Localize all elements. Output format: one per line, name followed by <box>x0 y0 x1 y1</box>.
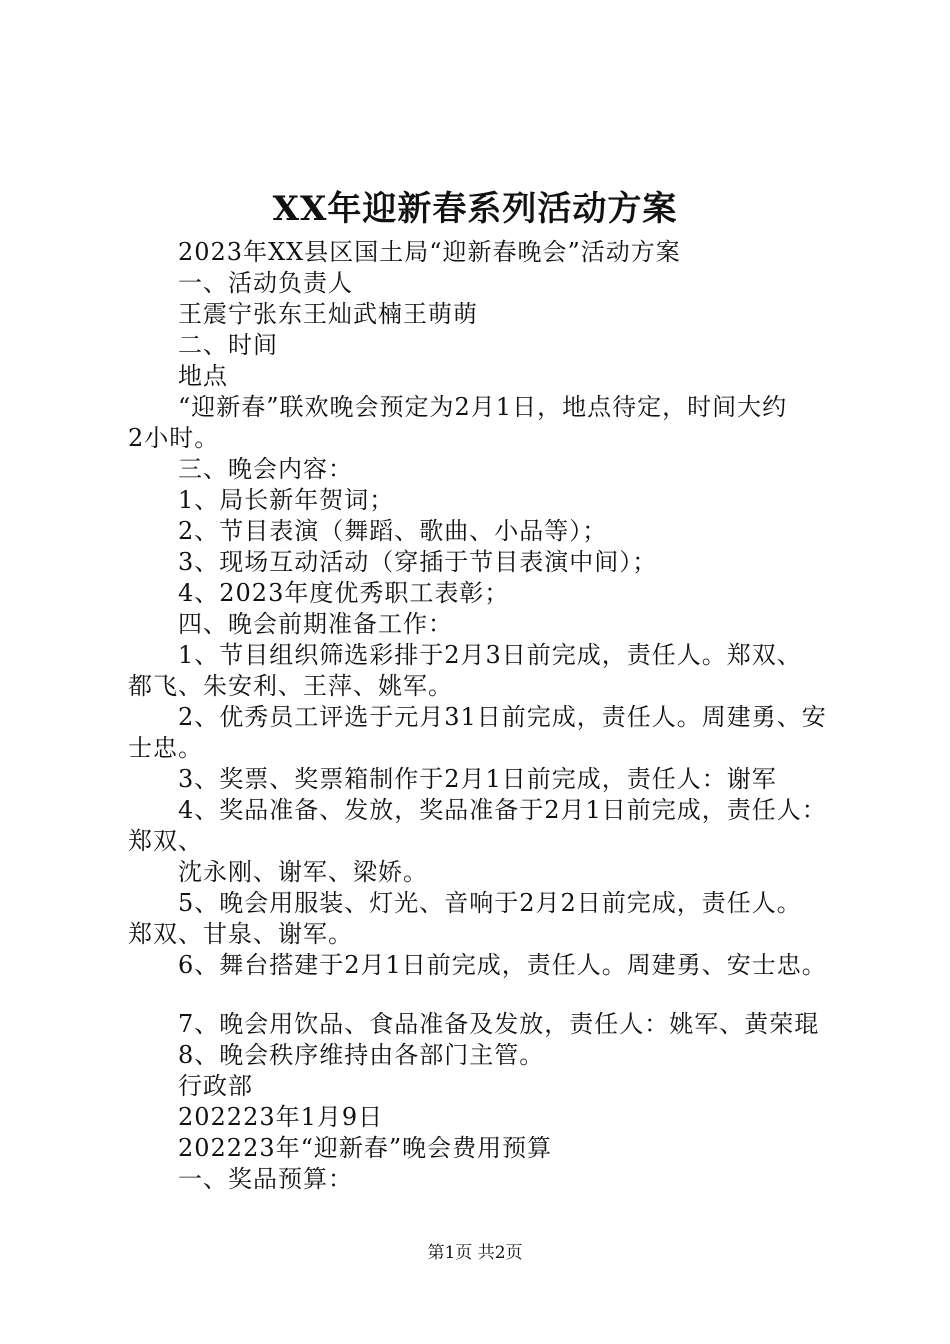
list-item: 2、节目表演（舞蹈、歌曲、小品等）； <box>178 517 608 545</box>
paragraph: 地点 <box>178 362 228 390</box>
list-item: 2、优秀员工评选于元月31日前完成，责任人。周建勇、安 <box>178 703 827 731</box>
list-item: 1、节目组织筛选彩排于2月3日前完成，责任人。郑双、 <box>178 641 802 669</box>
paragraph-continuation: 2小时。 <box>128 424 220 452</box>
list-item-continuation: 士忠。 <box>128 734 203 762</box>
list-item: 1、局长新年贺词； <box>178 486 395 514</box>
list-item-continuation: 都飞、朱安利、王萍、姚军。 <box>128 672 453 700</box>
list-item: 4、2023年度优秀职工表彰； <box>178 579 510 607</box>
section-heading: 二、时间 <box>178 331 278 359</box>
signature-department: 行政部 <box>178 1072 253 1100</box>
list-item: 3、现场互动活动（穿插于节目表演中间）； <box>178 548 658 576</box>
list-item: 4、奖品准备、发放，奖品准备于2月1日前完成，责任人： <box>178 796 827 824</box>
list-item-continuation: 郑双、 <box>128 827 203 855</box>
list-item-continuation: 郑双、甘泉、谢军。 <box>128 920 353 948</box>
page-indicator: 第1页 共2页 <box>427 1243 523 1263</box>
list-item: 6、舞台搭建于2月1日前完成，责任人。周建勇、安士忠。 <box>178 951 827 979</box>
section-heading: 三、晚会内容： <box>178 455 353 483</box>
paragraph-heading: 2023年XX县区国土局“迎新春晚会”活动方案 <box>178 238 681 266</box>
list-item: 5、晚会用服装、灯光、音响于2月2日前完成，责任人。 <box>178 889 802 917</box>
section-heading: 一、活动负责人 <box>178 269 353 297</box>
list-item: 7、晚会用饮品、食品准备及发放，责任人：姚军、黄荣琨 <box>178 1010 820 1038</box>
paragraph-heading: 202223年“迎新春”晚会费用预算 <box>178 1134 553 1162</box>
section-heading: 一、奖品预算： <box>178 1165 353 1193</box>
list-item: 8、晚会秩序维持由各部门主管。 <box>178 1041 545 1069</box>
document-title: XX年迎新春系列活动方案 <box>272 189 678 229</box>
paragraph: 王震宁张东王灿武楠王萌萌 <box>178 300 478 328</box>
paragraph: 沈永刚、谢军、梁娇。 <box>178 858 428 886</box>
paragraph: “迎新春”联欢晚会预定为2月1日，地点待定，时间大约 <box>178 393 788 421</box>
signature-date: 202223年1月9日 <box>178 1103 384 1131</box>
list-item: 3、奖票、奖票箱制作于2月1日前完成，责任人：谢军 <box>178 765 777 793</box>
section-heading: 四、晚会前期准备工作： <box>178 610 453 638</box>
